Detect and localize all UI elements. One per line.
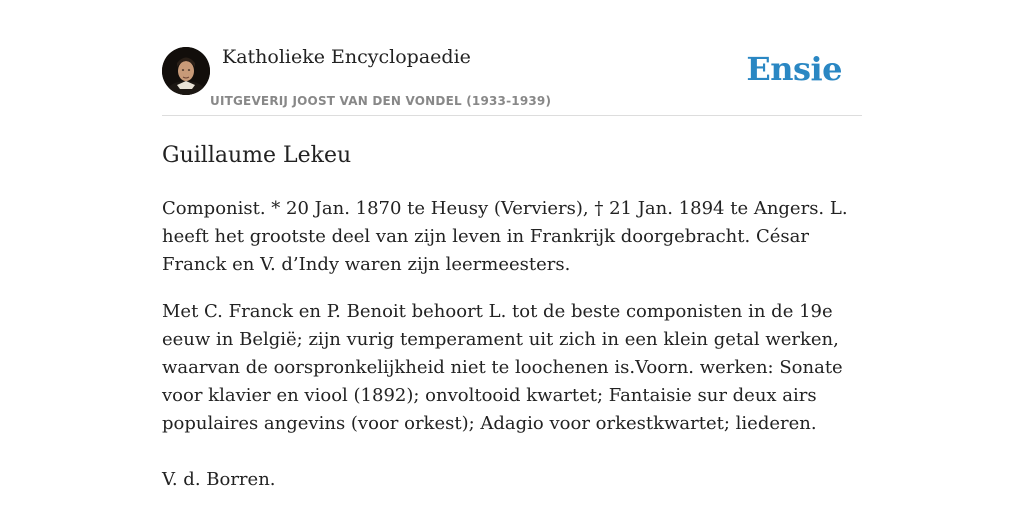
article: [162, 142, 862, 494]
site-title-link[interactable]: Katholieke Encyclopaedie: [222, 46, 471, 68]
publisher-label: UITGEVERIJ JOOST VAN DEN VONDEL (1933-1939): [210, 94, 552, 108]
article-title: Guillaume Lekeu: [162, 143, 352, 168]
page-container: [162, 0, 862, 494]
portrait-avatar-icon[interactable]: [162, 47, 210, 95]
article-author: V. d. Borren.: [162, 469, 276, 490]
article-paragraph-2: Met C. Franck en P. Benoit behoort L. tot de beste componisten in de 19e eeuw in België; zijn vurig temperament uit zich in een klein getal werken, waarvan de oorspronkelijkheid niet te loochenen is.Voorn. werken: Sonate voor klavier en viool (1892); onvoltooid kwartet; Fantaisie sur deux airs populaires angevins (voor orkest); Adagio voor orkestkwartet; liederen.: [162, 301, 843, 434]
site-header: [162, 0, 862, 116]
article-paragraph-1: Componist. * 20 Jan. 1870 te Heusy (Verviers), † 21 Jan. 1894 te Angers. L. heeft het grootste deel van zijn leven in Frankrijk doorgebracht. César Franck en V. d’Indy waren zijn leermeesters.: [162, 198, 848, 275]
ensie-logo-link[interactable]: Ensie: [746, 50, 842, 88]
